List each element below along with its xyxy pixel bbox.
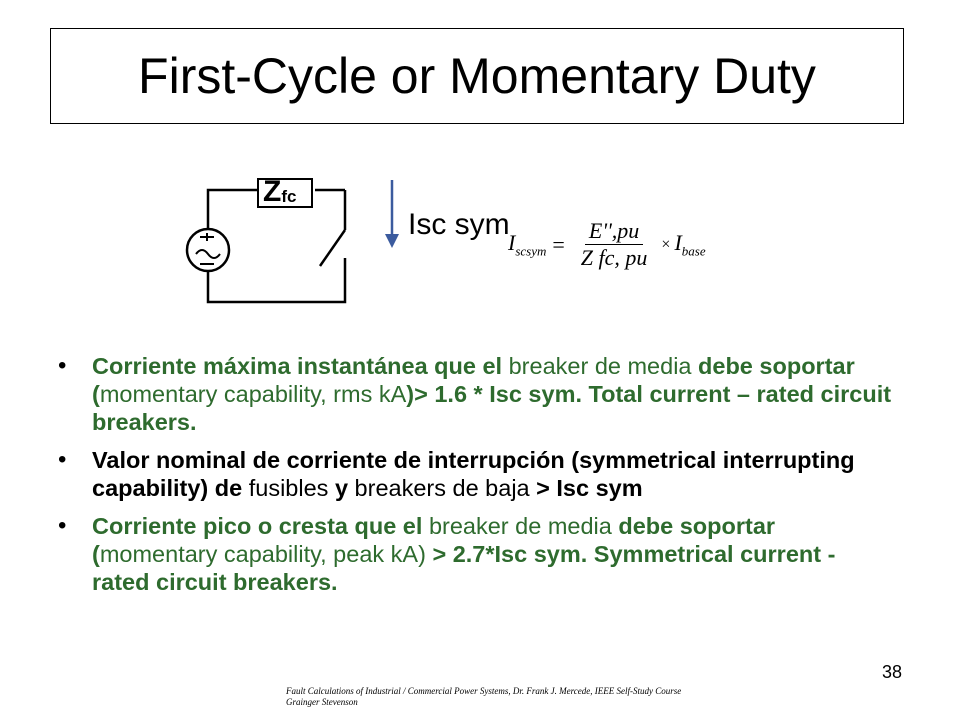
- bullet-item: [58, 512, 898, 596]
- bullet-segment: y: [334, 475, 355, 501]
- down-arrow-icon: [382, 180, 402, 250]
- bullet-item: [58, 352, 898, 436]
- bullet-text: [92, 446, 898, 502]
- formula-times: ×: [661, 235, 671, 253]
- formula: [508, 218, 706, 271]
- footer-line-2: Grainger Stevenson: [286, 697, 358, 707]
- bullet-text: [92, 352, 898, 436]
- formula-numerator: E'',pu: [585, 218, 643, 245]
- impedance-label: Z: [263, 175, 282, 208]
- impedance-subscript: fc: [281, 187, 297, 206]
- title-box: [50, 28, 904, 124]
- bullet-segment: debe soportar (: [92, 513, 776, 567]
- bullet-segment: momentary capability, peak kA): [99, 541, 433, 567]
- ac-source-icon: [187, 229, 229, 271]
- bullet-segment: Corriente máxima instantánea que el: [92, 353, 509, 379]
- bullet-segment: debe soportar (: [92, 353, 855, 407]
- bullet-text: [92, 512, 898, 596]
- bullet-segment: breaker de media: [508, 353, 699, 379]
- bullet-dot-icon: •: [58, 352, 67, 379]
- bullet-list: [58, 352, 898, 606]
- bullet-segment: )> 1.6 * Isc sym. Total current – rated circuit breakers.: [92, 381, 892, 435]
- footer-citation: [286, 686, 681, 708]
- formula-fraction: [577, 218, 652, 271]
- switch-icon: [320, 230, 345, 266]
- formula-denominator: Z fc, pu: [580, 245, 648, 270]
- slide-title: First-Cycle or Momentary Duty: [138, 48, 816, 104]
- bullet-segment: breakers de baja: [354, 475, 537, 501]
- bullet-segment: Corriente pico o cresta que el: [92, 513, 429, 539]
- bullet-segment: breaker de media: [428, 513, 619, 539]
- bullet-segment: momentary capability, rms kA: [99, 381, 407, 407]
- formula-equals: =: [552, 231, 565, 257]
- impedance-box: [257, 175, 313, 208]
- page-number: 38: [882, 662, 903, 682]
- bullet-dot-icon: •: [58, 446, 67, 473]
- bullet-segment: > 2.7*Isc sym. Symmetrical current - rated circuit breakers.: [92, 541, 836, 595]
- formula-lhs: $I_{scsym}$: [508, 229, 547, 259]
- bullet-segment: > Isc sym: [536, 475, 643, 501]
- bullet-segment: Valor nominal de corriente de interrupción (symmetrical interrupting capability) de: [92, 447, 855, 501]
- formula-rhs: $I_{base}$: [674, 229, 706, 259]
- bullet-dot-icon: •: [58, 512, 67, 539]
- isc-sym-label: Isc sym: [408, 208, 510, 241]
- bullet-item: [58, 446, 898, 502]
- footer-line-1: Fault Calculations of Industrial / Commercial Power Systems, Dr. Frank J. Mercede, IEEE Self-Study Course: [286, 686, 682, 696]
- bullet-segment: fusibles: [248, 475, 335, 501]
